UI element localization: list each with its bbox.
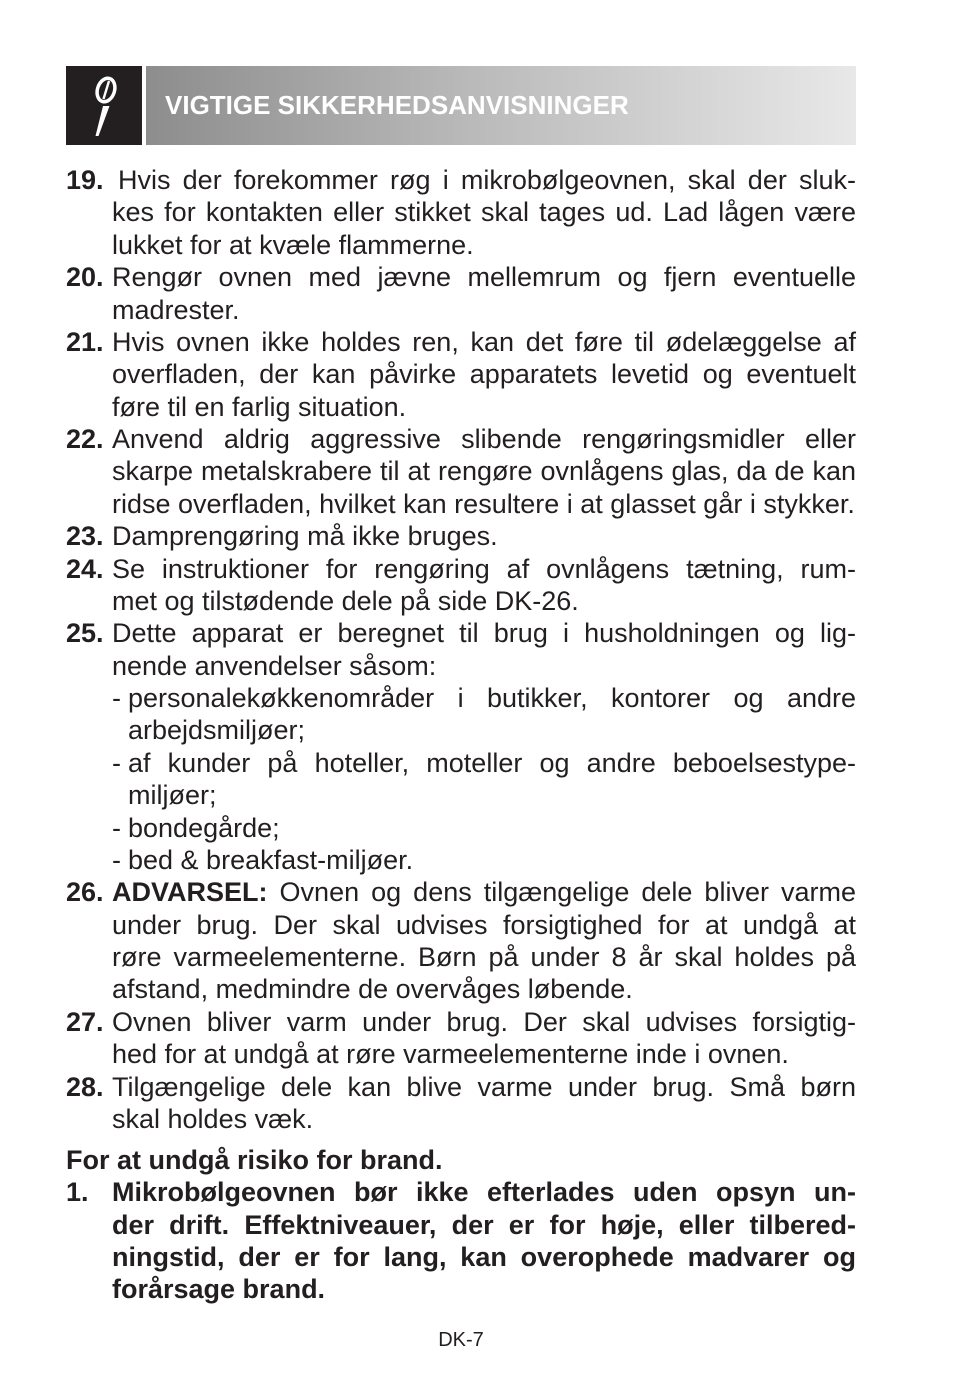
item-text-line xyxy=(112,488,856,520)
item-number: 24. xyxy=(66,553,104,584)
item-text-line xyxy=(112,326,856,358)
sub-bullet-line xyxy=(128,747,856,779)
line-text: kes for kontakten eller stikket skal tages ud. Lad lågen være xyxy=(112,197,856,228)
list-item-21 xyxy=(66,326,856,423)
item-text-line xyxy=(112,876,856,908)
sub-bullet-item xyxy=(112,812,856,844)
line-text: Rengør ovnen med jævne mellemrum og fjern eventuelle xyxy=(112,262,856,293)
line-text: Dette apparat er beregnet til brug i husholdningen og lig- xyxy=(112,618,856,649)
item-text-line xyxy=(112,261,856,293)
list-item-23 xyxy=(66,520,856,552)
exclamation-icon xyxy=(66,66,142,145)
item-number: 19. xyxy=(66,165,104,195)
bullet-dash: - xyxy=(112,683,121,713)
item-text-line xyxy=(112,423,856,455)
line-text xyxy=(112,876,856,908)
item-text-line xyxy=(112,1038,856,1070)
item-text-line xyxy=(112,1241,856,1273)
warning-label: ADVARSEL: xyxy=(112,877,268,908)
item-number: 22. xyxy=(66,424,104,454)
line-text: Mikrobølgeovnen bør ikke efterlades uden opsyn un- xyxy=(112,1177,856,1208)
item-text-line xyxy=(112,455,856,487)
line-text: madrester. xyxy=(112,294,240,325)
list-item-28 xyxy=(66,1071,856,1136)
sub-bullet-item xyxy=(112,747,856,812)
page-number: DK-7 xyxy=(438,1329,484,1351)
list-item-20 xyxy=(66,261,856,326)
item-text-line xyxy=(112,294,856,326)
sub-bullet-line xyxy=(128,682,856,714)
section-title: VIGTIGE SIKKERHEDSANVISNINGER xyxy=(165,90,629,120)
item-text-line xyxy=(118,164,856,196)
line-text: Damprengøring må ikke bruges. xyxy=(112,521,498,552)
item-text-line xyxy=(112,585,856,617)
line-text: lukket for at kvæle flammerne. xyxy=(112,229,474,260)
header-bar xyxy=(146,66,856,145)
fire-risk-heading: For at undgå risiko for brand. xyxy=(66,1144,443,1175)
list-item-25 xyxy=(66,617,856,876)
line-text: Hvis ovnen ikke holdes ren, kan det føre til ødelæggelse af xyxy=(112,326,856,357)
list-item-24 xyxy=(66,553,856,618)
line-text: Se instruktioner for rengøring af ovnlågens tætning, rum- xyxy=(112,553,856,584)
item-text-line xyxy=(112,1103,856,1135)
line-text: bed & breakfast-miljøer. xyxy=(128,844,414,875)
item-number: 28. xyxy=(66,1071,104,1102)
item-text-line xyxy=(112,196,856,228)
line-text: føre til en farlig situation. xyxy=(112,391,407,422)
item-number: 20. xyxy=(66,262,104,293)
bullet-dash: - xyxy=(112,844,121,875)
item-text-line xyxy=(112,1071,856,1103)
item-text-line xyxy=(112,1273,856,1305)
item-text-line xyxy=(112,909,856,941)
item-text-line xyxy=(112,358,856,390)
line-text: Tilgængelige dele kan blive varme under brug. Små børn xyxy=(112,1071,856,1102)
item-number: 26. xyxy=(66,877,104,908)
item-number: 25. xyxy=(66,618,104,649)
sub-bullet-line xyxy=(128,714,856,746)
line-text: nende anvendelser såsom: xyxy=(112,650,437,681)
line-text: afstand, medmindre de overvåges løbende. xyxy=(112,974,633,1005)
line-text: Hvis der forekommer røg i mikrobølgeovnen, skal der sluk- xyxy=(118,165,856,195)
sub-bullet-item xyxy=(112,682,856,747)
line-text: ridse overfladen, hvilket kan resultere i at glasset går i stykker. xyxy=(112,488,855,519)
item-text-line xyxy=(112,229,856,261)
item-text-line xyxy=(112,650,856,682)
line-text-segment: Ovnen og dens tilgængelige dele bliver varme xyxy=(279,877,856,908)
sub-bullet-line xyxy=(128,779,856,811)
item-text-line xyxy=(112,553,856,585)
item-text-line xyxy=(112,973,856,1005)
item-number: 23. xyxy=(66,521,104,552)
item-text-line xyxy=(112,1209,856,1241)
line-text: met og tilstødende dele på side DK-26. xyxy=(112,585,579,616)
item-number: 27. xyxy=(66,1006,104,1037)
line-text: bondegårde; xyxy=(128,812,280,843)
header-icon-box xyxy=(66,66,142,145)
item-text-line xyxy=(112,617,856,649)
list-item-22 xyxy=(66,423,856,520)
sub-bullet-line xyxy=(128,812,856,844)
line-text: Ovnen bliver varm under brug. Der skal udvises forsigtig- xyxy=(112,1006,856,1037)
list-item-26 xyxy=(66,876,856,1006)
line-text: Anvend aldrig aggressive slibende rengøringsmidler eller xyxy=(112,424,856,454)
fire-list-item-1 xyxy=(66,1176,856,1306)
line-text: af kunder på hoteller, moteller og andre beboelsestype- xyxy=(128,747,856,778)
sub-bullet-item xyxy=(112,844,856,876)
line-text: personalekøkkenområder i butikker, kontorer og andre xyxy=(128,683,856,713)
item-number: 21. xyxy=(66,326,104,357)
item-text-line xyxy=(112,1006,856,1038)
line-text: miljøer; xyxy=(128,780,217,811)
item-text-line xyxy=(112,1176,856,1208)
item-text-line xyxy=(112,941,856,973)
line-text: arbejdsmiljøer; xyxy=(128,715,306,746)
bullet-dash: - xyxy=(112,812,121,843)
line-text: der drift. Effektniveauer, der er for høje, eller tilbered- xyxy=(112,1209,856,1240)
line-text: skarpe metalskrabere til at rengøre ovnlågens glas, da de kan xyxy=(112,456,856,487)
item-number: 1. xyxy=(66,1177,89,1208)
line-text: under brug. Der skal udvises forsigtighed for at undgå at xyxy=(112,909,856,940)
line-text: overfladen, der kan påvirke apparatets levetid og eventuelt xyxy=(112,359,856,390)
bullet-dash: - xyxy=(112,747,121,778)
line-text: ningstid, der er for lang, kan overophede madvarer og xyxy=(112,1241,856,1272)
list-item-19 xyxy=(66,164,856,261)
list-item-27 xyxy=(66,1006,856,1071)
instructions-list xyxy=(66,164,856,1306)
line-text: hed for at undgå at røre varmeelementerne inde i ovnen. xyxy=(112,1039,789,1070)
line-text: skal holdes væk. xyxy=(112,1103,314,1134)
line-text: forårsage brand. xyxy=(112,1274,326,1305)
line-text: røre varmeelementerne. Børn på under 8 år skal holdes på xyxy=(112,942,856,972)
item-text-line xyxy=(112,520,856,552)
sub-bullet-line xyxy=(128,844,856,876)
item-text-line xyxy=(112,391,856,423)
